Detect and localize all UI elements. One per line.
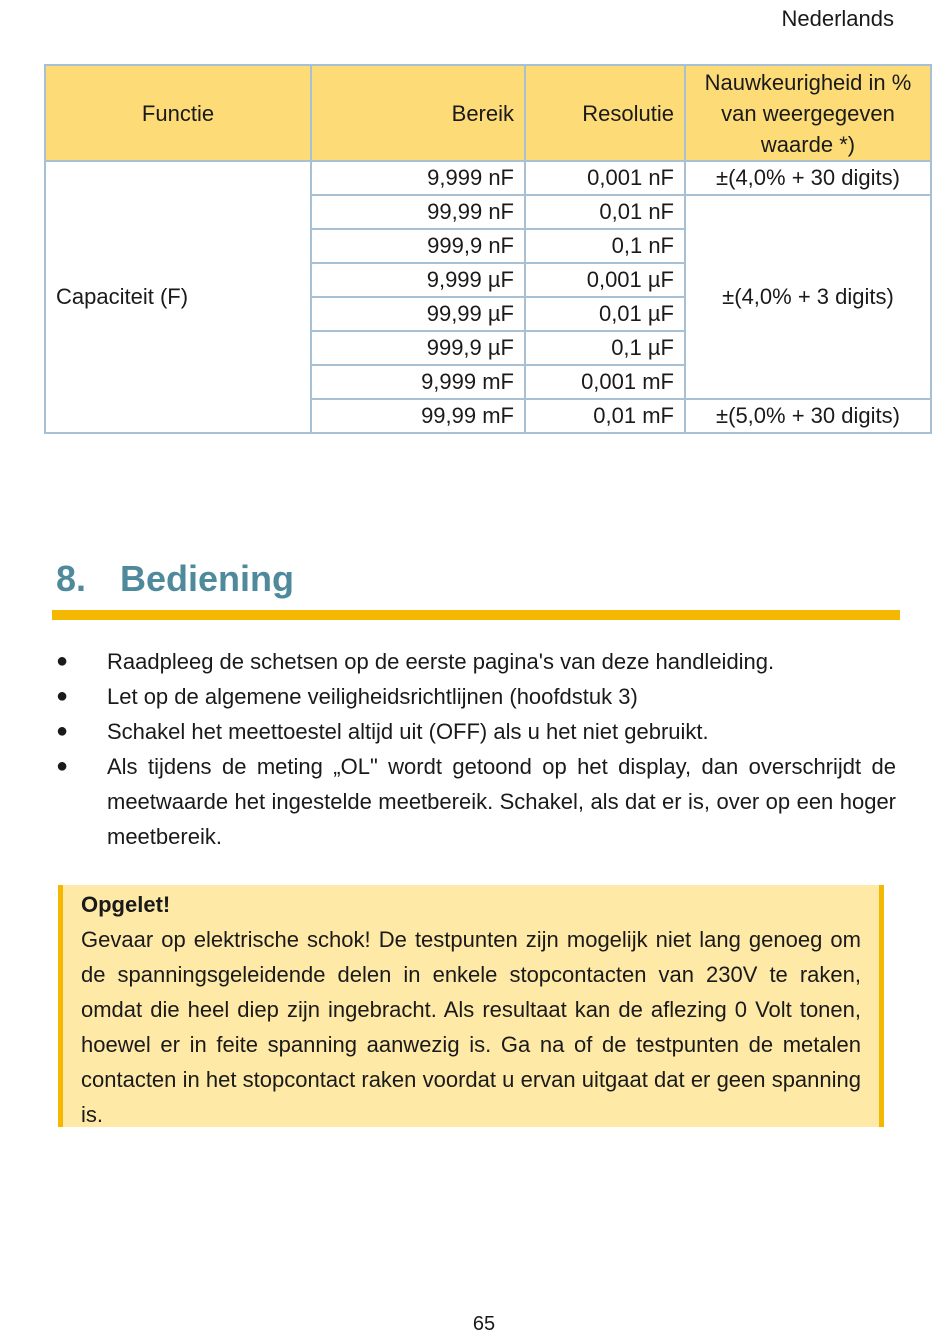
accuracy-cell: ±(4,0% + 3 digits) xyxy=(685,195,931,399)
page-number: 65 xyxy=(472,1313,496,1335)
resolution-cell: 0,001 µF xyxy=(525,263,685,297)
resolution-cell: 0,01 nF xyxy=(525,195,685,229)
bullet-icon: ● xyxy=(56,720,69,742)
warning-title: Opgelet! xyxy=(81,892,171,917)
bullet-icon: ● xyxy=(56,685,69,707)
list-item xyxy=(54,679,896,714)
range-cell: 99,99 µF xyxy=(311,297,525,331)
range-cell: 9,999 nF xyxy=(311,161,525,195)
list-item xyxy=(54,644,896,679)
section-title: Bediening xyxy=(120,558,295,599)
table-row xyxy=(45,161,931,195)
accuracy-cell: ±(4,0% + 30 digits) xyxy=(685,161,931,195)
function-cell: Capaciteit (F) xyxy=(45,161,311,433)
header-function: Functie xyxy=(45,65,311,161)
section-heading xyxy=(56,558,294,600)
list-item xyxy=(54,749,896,854)
section-divider xyxy=(52,610,900,620)
header-resolution: Resolutie xyxy=(525,65,685,161)
list-item-text: Als tijdens de meting „OL" wordt getoond op het display, dan overschrijdt de meetwaarde het ingestelde meetbereik. Schakel, als dat er is, over op een hoger meetbereik. xyxy=(107,754,896,849)
list-item xyxy=(54,714,896,749)
resolution-cell: 0,01 µF xyxy=(525,297,685,331)
resolution-cell: 0,001 mF xyxy=(525,365,685,399)
header-accuracy: Nauwkeurigheid in % van weergegeven waarde *) xyxy=(685,65,931,161)
list-item-text: Let op de algemene veiligheidsrichtlijnen (hoofdstuk 3) xyxy=(107,684,638,709)
accuracy-cell: ±(5,0% + 30 digits) xyxy=(685,399,931,433)
resolution-cell: 0,1 µF xyxy=(525,331,685,365)
instruction-list xyxy=(54,644,896,854)
resolution-cell: 0,001 nF xyxy=(525,161,685,195)
header-range: Bereik xyxy=(311,65,525,161)
resolution-cell: 0,1 nF xyxy=(525,229,685,263)
language-label: Nederlands xyxy=(781,6,894,31)
capacitance-spec-table xyxy=(44,64,932,434)
range-cell: 999,9 µF xyxy=(311,331,525,365)
range-cell: 9,999 µF xyxy=(311,263,525,297)
range-cell: 9,999 mF xyxy=(311,365,525,399)
range-cell: 99,99 mF xyxy=(311,399,525,433)
warning-box xyxy=(58,885,884,1127)
section-number: 8. xyxy=(56,558,87,599)
range-cell: 99,99 nF xyxy=(311,195,525,229)
list-item-text: Raadpleeg de schetsen op de eerste pagina's van deze handleiding. xyxy=(107,649,775,674)
bullet-icon: ● xyxy=(56,755,69,777)
warning-text: Gevaar op elektrische schok! De testpunten zijn mogelijk niet lang genoeg om de spanningsgeleidende delen in enkele stopcontacten van 230V te raken, omdat die heel diep zijn ingebracht. Als resultaat kan de aflezing 0 Volt tonen, hoewel er in feite spanning aanwezig is. Ga na of de testpunten de metalen contacten in het stopcontact raken voordat u ervan uitgaat dat er geen spanning is. xyxy=(81,927,861,1127)
table-header-row xyxy=(45,65,931,161)
range-cell: 999,9 nF xyxy=(311,229,525,263)
list-item-text: Schakel het meettoestel altijd uit (OFF) als u het niet gebruikt. xyxy=(107,719,709,744)
bullet-icon: ● xyxy=(56,650,69,672)
resolution-cell: 0,01 mF xyxy=(525,399,685,433)
